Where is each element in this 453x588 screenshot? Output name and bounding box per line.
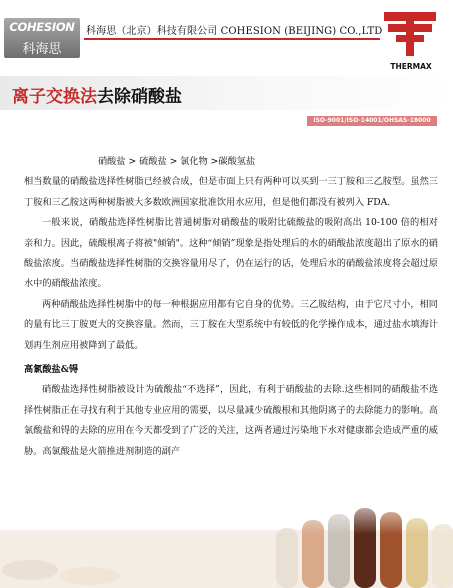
page-title xyxy=(12,82,182,107)
resin-bottles-illustration xyxy=(0,490,453,588)
header-divider xyxy=(84,38,380,40)
cohesion-logo xyxy=(4,18,80,58)
paragraph-1: 相当数量的硝酸盐选择性树脂已经被合成，但是市面上只有两种可以买到一三丁胺和三乙胺型。虽然三丁胺和三乙胺这两种树脂被大多数欧洲国家批准饮用水应用，但是他们都没有被列入 FDA. xyxy=(24,176,438,208)
paragraph-2: 一般来说，硝酸盐选择性树脂比普通树脂对硝酸盐的吸附比硫酸盐的吸附高出 10-100 倍的相对亲和力。因此，硫酸根离子将被"倾销"。这种“倾销”现象是指处理后的水的硝酸盐浓度超出了原水的硝酸盐浓度。当硝酸盐选择性树脂的交换容量用尽了，仍在运行的话，处理后水的硝酸盐浓度将会超过原水中的硝酸盐浓度。 xyxy=(24,217,438,290)
selectivity-chain: 硝酸盐 > 硫酸盐 > 氯化物 >碳酸氢盐 xyxy=(98,156,256,167)
paragraph-4: 硝酸盐选择性树脂被设计为硫酸盐“不选择”，因此，有利于硝酸盐的去除.这些相同的硝酸盐不选择性树脂正在寻找有利于其他专业应用的需要，以尽量减少硫酸根和其他阴离子的去除能力的影响。高氯酸盐和锝的去除的应用在今天都受到了广泛的关注，这两者通过污染地下水对健康都会造成严重的威胁。高氯酸盐是火箭推进剂制造的副产 xyxy=(24,384,438,457)
thermax-label: THERMAX xyxy=(390,62,432,71)
title-highlight: 离子交换法 xyxy=(12,87,97,107)
document-body xyxy=(24,152,438,462)
section-subheading: 高氯酸盐&锝 xyxy=(24,364,79,376)
iso-certification-badge: ISO-9001/ISO-14001/OHSAS-18000 xyxy=(307,116,437,126)
thermax-logo-icon xyxy=(382,10,438,58)
paragraph-3: 两种硝酸盐选择性树脂中的每一种根据应用都有它自身的优势。三乙胺结构，由于它尺寸小，相同的量有比三丁胺更大的交换容量。然而，三丁胺在大型系统中有较低的化学操作成本，通过盐水填海计划再生剂应用被降到了最低。 xyxy=(24,298,438,351)
header xyxy=(0,0,453,72)
logo-english: COHESION xyxy=(9,20,75,34)
company-name: 科海思（北京）科技有限公司 COHESION (BEIJING) CO.,LTD xyxy=(86,26,383,37)
logo-chinese: 科海思 xyxy=(22,42,62,57)
title-rest: 去除硝酸盐 xyxy=(97,87,182,107)
